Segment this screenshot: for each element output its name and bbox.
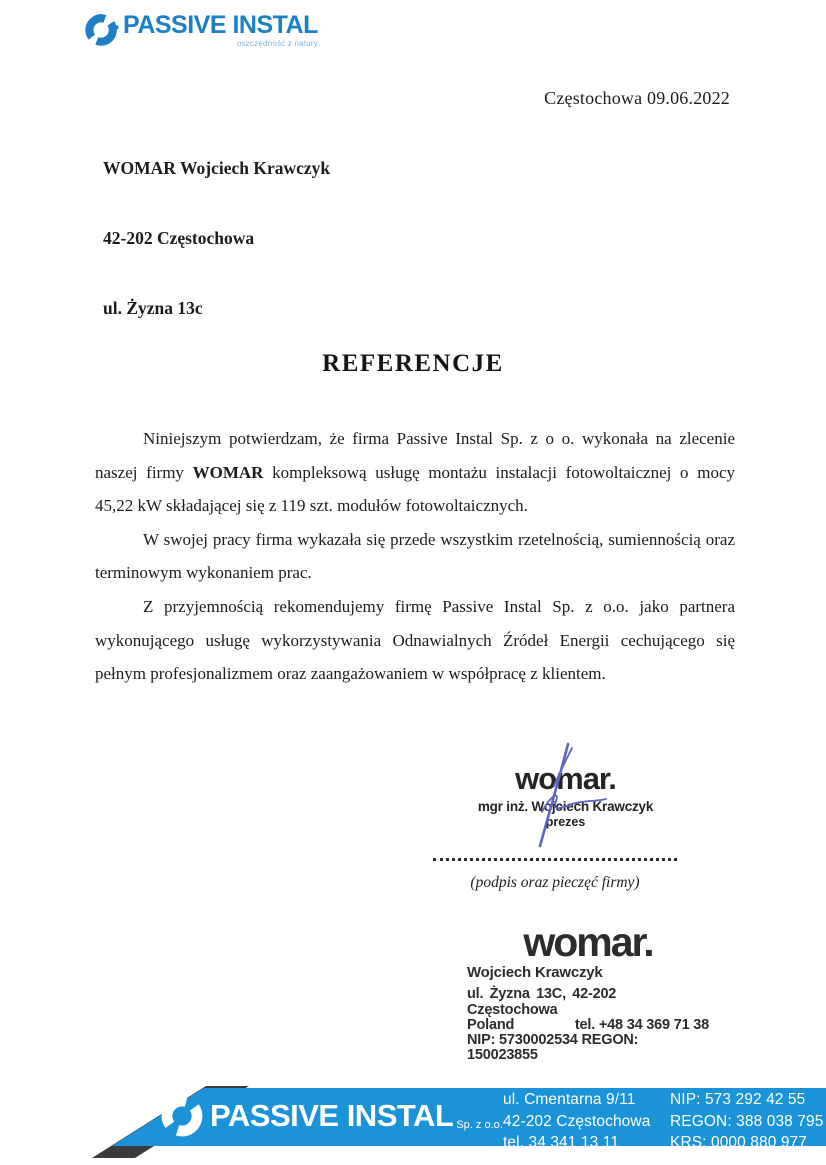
footer-phone: tel. 34 341 13 11 <box>503 1134 620 1151</box>
footer-krs: KRS: 0000 880 977 <box>670 1134 807 1151</box>
letter-dateline: Częstochowa 09.06.2022 <box>544 88 730 108</box>
header-brand-tagline: oszczędność z natury <box>236 39 318 48</box>
paragraph-2: W swojej pracy firma wykazała się przede wszystkim rzetelnością, sumiennością oraz terminowym wykonaniem prac. <box>95 529 735 583</box>
footer-logo <box>158 1092 503 1140</box>
stamp-owner-name: Wojciech Krawczyk <box>467 964 603 981</box>
sender-name: WOMAR Wojciech Krawczyk <box>103 158 331 178</box>
signature-caption: (podpis oraz pieczęć firmy) <box>470 874 640 891</box>
header-brand-name: PASSIVE INSTAL <box>123 11 318 39</box>
womar-logo-small: womar. <box>515 761 616 796</box>
footer-address-column <box>503 1089 650 1154</box>
stamp-address: ul. Żyzna 13C, 42-202 Częstochowa <box>467 986 617 1018</box>
letter-body <box>95 422 735 691</box>
footer-nip: NIP: 573 292 42 55 <box>670 1091 806 1108</box>
passive-instal-ring-icon <box>84 12 120 48</box>
sender-street: ul. Żyzna 13c <box>103 298 203 318</box>
paragraph-1-company-bold: WOMAR <box>192 462 264 482</box>
passive-instal-ring-icon-white <box>158 1092 206 1140</box>
paragraph-1 <box>95 422 735 523</box>
footer-legal-column <box>670 1089 823 1154</box>
paragraph-1-text-c: kompleksową usługę montażu instalacji fotowoltaicznej o mocy 45,22 kW składającej się z 119 szt. modułów fotowoltaicznych. <box>95 462 735 516</box>
handwritten-signature <box>500 738 630 853</box>
footer-regon: REGON: 388 038 795 <box>670 1112 824 1130</box>
footer-brand-suffix: Sp. z o.o. <box>456 1119 503 1131</box>
sender-city: 42-202 Częstochowa <box>103 228 255 248</box>
company-stamp-large <box>467 919 709 1063</box>
signature-dotted-line <box>433 858 677 861</box>
footer-brand-name: PASSIVE INSTAL <box>210 1098 454 1133</box>
stamp-country-phone-row <box>467 1018 709 1033</box>
signatory-name: mgr inż. Wojciech Krawczyk <box>477 799 654 814</box>
header-logo <box>84 12 318 48</box>
womar-logo-large: womar. <box>523 919 653 965</box>
paragraph-1-text-a: Niniejszym potwierdzam, że firma Passive Instal Sp. z o o. wykonała na zlecenie naszej firmy <box>95 429 735 482</box>
document-title: REFERENCJE <box>322 350 504 377</box>
signatory-role: prezes <box>545 815 586 829</box>
footer-banner <box>0 1082 826 1165</box>
footer-street: ul. Cmentarna 9/11 <box>503 1091 636 1108</box>
paragraph-3: Z przyjemnością rekomendujemy firmę Passive Instal Sp. z o.o. jako partnera wykonującego usługę wykorzystywania Odnawialnych Źródeł Energii cechującego się pełnym profesjonalizmem oraz zaangażowaniem w współpracę z klientem. <box>95 596 735 684</box>
stamp-nip-regon: NIP: 5730002534 REGON: 150023855 <box>467 1032 639 1063</box>
stamp-country: Poland <box>467 1017 515 1033</box>
sender-address-block <box>103 116 330 361</box>
footer-city: 42-202 Częstochowa <box>503 1112 651 1130</box>
stamp-phone: tel. +48 34 369 71 38 <box>574 1017 709 1033</box>
